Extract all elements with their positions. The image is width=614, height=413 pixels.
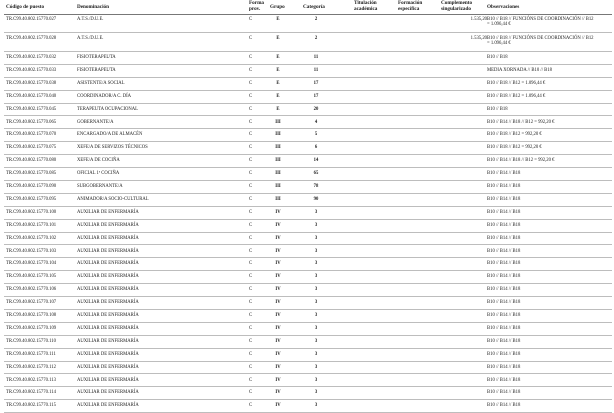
cell-observaciones	[487, 261, 520, 266]
observaciones-line: B10 // B18	[487, 55, 508, 60]
cell-denominacion: AUXILIAR DE ENFERMARÍA	[77, 313, 139, 318]
cell-codigo: TR.C99.40.802.15770.045	[6, 106, 57, 112]
observaciones-line: B10 // B14 // B18	[487, 261, 521, 267]
observaciones-line: B10 // B14 // B18	[487, 184, 521, 189]
cell-observaciones	[487, 236, 520, 241]
cell-observaciones	[487, 352, 520, 357]
cell-forma-prov: C	[249, 67, 253, 73]
table-row	[0, 336, 614, 349]
cell-grupo: IV	[275, 261, 281, 267]
cell-forma-prov: C	[249, 325, 253, 331]
header-categoria: Categoría	[303, 3, 325, 10]
cell-codigo: TR.C99.40.802.15770.101	[6, 222, 57, 228]
cell-forma-prov: C	[249, 17, 253, 22]
cell-denominacion: FISIOTERAPEUTA	[77, 55, 116, 60]
header-observaciones: Observaciones	[487, 3, 520, 10]
cell-categoria: 3	[314, 325, 318, 331]
cell-forma-prov: C	[249, 222, 253, 228]
observaciones-line: B10 // B14 // B18	[487, 248, 521, 254]
cell-categoria: 3	[314, 274, 318, 280]
header-complemento-line2: singularizado	[441, 5, 471, 12]
cell-observaciones	[487, 36, 594, 46]
cell-codigo: TR.C99.40.802.15770.028	[6, 36, 57, 41]
header-titulacion	[354, 1, 377, 12]
cell-forma-prov: C	[249, 300, 253, 306]
cell-denominacion: AUXILIAR DE ENFERMARÍA	[77, 261, 139, 267]
cell-grupo: III	[275, 184, 281, 189]
cell-categoria: 90	[313, 196, 319, 202]
cell-grupo: III	[275, 145, 281, 151]
observaciones-line: = 1.096,44 €	[487, 22, 511, 27]
observaciones-line: B10 // B18	[487, 106, 508, 112]
cell-categoria: 4	[314, 119, 318, 125]
table-row	[0, 220, 614, 233]
cell-codigo: TR.C99.40.802.15770.090	[6, 184, 57, 189]
cell-grupo: III	[275, 171, 281, 177]
cell-categoria: 5	[314, 132, 318, 138]
cell-categoria: 6	[314, 145, 318, 151]
header-formacion-line2: específica	[398, 5, 420, 12]
header-formacion	[398, 1, 422, 12]
observaciones-line: B10 // B14 // B18	[487, 338, 521, 344]
cell-grupo: E	[276, 80, 280, 86]
cell-grupo: IV	[275, 300, 281, 306]
cell-observaciones	[487, 223, 520, 228]
cell-categoria: 3	[314, 287, 318, 293]
cell-codigo: TR.C99.40.802.15770.075	[6, 145, 57, 151]
cell-denominacion: AUXILIAR DE ENFERMARÍA	[77, 274, 139, 280]
cell-grupo: IV	[275, 287, 281, 293]
cell-forma-prov: C	[249, 184, 253, 189]
cell-grupo: IV	[275, 235, 281, 241]
cell-codigo: TR.C99.40.802.15770.065	[6, 119, 57, 125]
cell-forma-prov: C	[249, 119, 253, 125]
cell-grupo: E	[276, 67, 280, 73]
cell-denominacion: FISIOTERAPEUTA	[77, 67, 116, 73]
observaciones-line: B10 // B18 // FUNCIÓNS DE COORDINACIÓN // B12	[487, 36, 594, 41]
table-row	[0, 400, 614, 413]
cell-grupo: E	[276, 55, 280, 60]
cell-forma-prov: C	[249, 390, 253, 396]
cell-forma-prov: C	[249, 171, 253, 177]
observaciones-line: B10 // B18 // FUNCIÓNS DE COORDINACIÓN // B12	[487, 17, 594, 22]
table-row	[0, 142, 614, 155]
table-row	[0, 297, 614, 310]
observaciones-line: = 1.096,44 €	[487, 41, 511, 46]
cell-categoria: 65	[313, 171, 319, 177]
cell-categoria: 2	[314, 17, 318, 22]
observaciones-line: B10 // B14 // B18	[487, 325, 521, 331]
cell-grupo: IV	[275, 248, 281, 254]
cell-observaciones	[487, 274, 520, 279]
cell-forma-prov: C	[249, 351, 253, 357]
observaciones-line: B10 // B14 // B18	[487, 171, 521, 177]
cell-observaciones	[487, 287, 520, 292]
cell-codigo: TR.C99.40.802.15770.110	[6, 338, 56, 344]
cell-codigo: TR.C99.40.802.15770.115	[6, 403, 56, 409]
header-grupo: Grupo	[270, 3, 285, 10]
cell-categoria: 3	[314, 248, 318, 254]
cell-codigo: TR.C99.40.802.15770.106	[6, 287, 57, 293]
cell-denominacion: AUXILIAR DE ENFERMARÍA	[77, 248, 139, 254]
cell-forma-prov: C	[249, 248, 253, 254]
table-row	[0, 349, 614, 362]
cell-denominacion: COORDINADOR/A C. DÍA	[77, 93, 132, 99]
header-titulacion-line2: académica	[354, 5, 378, 12]
table-row	[0, 181, 614, 194]
cell-forma-prov: C	[249, 80, 253, 86]
cell-forma-prov: C	[249, 235, 253, 241]
cell-grupo: IV	[275, 325, 281, 331]
cell-forma-prov: C	[249, 287, 253, 293]
observaciones-line: B10 // B14 // B18	[487, 377, 521, 383]
cell-observaciones	[487, 300, 520, 305]
cell-codigo: TR.C99.40.802.15770.104	[6, 261, 57, 267]
cell-codigo: TR.C99.40.802.15770.070	[6, 132, 57, 138]
cell-forma-prov: C	[249, 132, 253, 138]
cell-forma-prov: C	[249, 338, 253, 344]
observaciones-line: B10 // B18 // B12 = 1.096,44 €	[487, 80, 546, 86]
header-titulacion-line1: Titulación	[354, 0, 377, 6]
cell-complemento: 1.535,20	[470, 36, 487, 41]
cell-grupo: E	[276, 17, 280, 22]
observaciones-line: B10 // B18 // B12 = 992,20 €	[487, 145, 542, 151]
cell-grupo: IV	[275, 377, 281, 383]
cell-grupo: IV	[275, 390, 281, 396]
cell-forma-prov: C	[249, 196, 253, 202]
cell-grupo: III	[275, 158, 281, 164]
table-row	[0, 155, 614, 168]
observaciones-line: B10 // B14 // B18	[487, 403, 521, 409]
observaciones-line: B10 // B14 // B18	[487, 300, 521, 306]
observaciones-line: B10 // B14 // B18	[487, 313, 521, 318]
table-row	[0, 52, 614, 65]
cell-denominacion: AUXILIAR DE ENFERMARÍA	[77, 390, 139, 396]
cell-codigo: TR.C99.40.802.15770.033	[6, 67, 57, 73]
cell-categoria: 3	[314, 338, 318, 344]
cell-codigo: TR.C99.40.802.15770.040	[6, 93, 57, 99]
cell-grupo: E	[276, 93, 280, 99]
cell-codigo: TR.C99.40.802.15770.095	[6, 196, 57, 202]
header-forma-prov-line2: prov.	[249, 5, 261, 12]
cell-codigo: TR.C99.40.802.15770.032	[6, 55, 57, 60]
cell-categoria: 11	[313, 67, 319, 73]
table-row	[0, 375, 614, 388]
cell-forma-prov: C	[249, 209, 253, 215]
cell-observaciones	[487, 132, 542, 137]
cell-observaciones	[487, 81, 545, 86]
header-denominacion: Denominación	[77, 3, 109, 10]
cell-categoria: 3	[314, 209, 318, 215]
cell-denominacion: GOBERNANTE/A	[77, 119, 114, 125]
cell-forma-prov: C	[249, 313, 253, 318]
cell-codigo: TR.C99.40.802.15770.085	[6, 171, 57, 177]
cell-forma-prov: C	[249, 106, 253, 112]
cell-grupo: E	[276, 106, 280, 112]
cell-categoria: 3	[314, 364, 318, 370]
cell-observaciones	[487, 107, 508, 112]
cell-denominacion: AUXILIAR DE ENFERMARÍA	[77, 287, 139, 293]
header-complemento	[441, 1, 472, 12]
cell-observaciones	[487, 120, 555, 125]
cell-forma-prov: C	[249, 364, 253, 370]
observaciones-line: B10 // B18 // B12 = 1.096,44 €	[487, 93, 546, 99]
cell-forma-prov: C	[249, 55, 253, 60]
header-codigo: Código de puesto	[6, 3, 45, 10]
cell-grupo: IV	[275, 364, 281, 370]
cell-observaciones	[487, 249, 520, 254]
table-row	[0, 310, 614, 323]
table-row	[0, 233, 614, 246]
cell-denominacion: AUXILIAR DE ENFERMARÍA	[77, 364, 139, 370]
cell-observaciones	[487, 326, 520, 331]
cell-forma-prov: C	[249, 377, 253, 383]
cell-denominacion: OFICIAL 1ª COCIÑA	[77, 171, 120, 177]
cell-codigo: TR.C99.40.802.15770.027	[6, 17, 57, 22]
cell-grupo: IV	[275, 313, 281, 318]
observaciones-line: B10 // B14 // B18	[487, 287, 521, 293]
cell-denominacion: AUXILIAR DE ENFERMARÍA	[77, 222, 139, 228]
table-row	[0, 129, 614, 142]
cell-grupo: E	[276, 36, 280, 41]
header-forma-prov-line1: Forma	[249, 0, 264, 6]
header-forma-prov	[249, 1, 264, 12]
cell-forma-prov: C	[249, 36, 253, 41]
cell-denominacion: AUXILIAR DE ENFERMARÍA	[77, 235, 139, 241]
observaciones-line: B10 // B14 // B18	[487, 235, 521, 241]
cell-observaciones	[487, 365, 520, 370]
cell-codigo: TR.C99.40.802.15770.105	[6, 274, 57, 280]
cell-codigo: TR.C99.40.802.15770.080	[6, 158, 57, 164]
cell-denominacion: AUXILIAR DE ENFERMARÍA	[77, 338, 139, 344]
cell-forma-prov: C	[249, 261, 253, 267]
cell-observaciones	[487, 313, 520, 318]
cell-observaciones	[487, 403, 520, 408]
observaciones-line: B10 // B18 // B12 = 992,20 €	[487, 132, 542, 138]
table-row	[0, 14, 614, 33]
cell-denominacion: XEFE/A DE COCIÑA	[77, 158, 120, 164]
table-header	[0, 0, 614, 14]
cell-observaciones	[487, 378, 520, 383]
cell-categoria: 17	[313, 80, 319, 86]
table-row	[0, 91, 614, 104]
observaciones-line: B10 // B14 // B18 // B12 = 992,20 €	[487, 158, 555, 164]
cell-categoria: 3	[314, 313, 318, 318]
cell-categoria: 3	[314, 235, 318, 241]
cell-denominacion: AUXILIAR DE ENFERMARÍA	[77, 325, 139, 331]
cell-forma-prov: C	[249, 158, 253, 164]
cell-denominacion: ANIMADOR/A SOCIO-CULTURAL	[77, 196, 149, 202]
cell-denominacion: AUXILIAR DE ENFERMARÍA	[77, 403, 139, 409]
table-row	[0, 258, 614, 271]
observaciones-line: B10 // B14 // B18	[487, 351, 521, 357]
cell-grupo: IV	[275, 209, 281, 215]
cell-complemento: 1.535,20	[470, 17, 487, 22]
observaciones-line: B10 // B14 // B18	[487, 209, 521, 215]
cell-codigo: TR.C99.40.802.15770.038	[6, 80, 57, 86]
cell-denominacion: AUXILIAR DE ENFERMARÍA	[77, 300, 139, 306]
cell-forma-prov: C	[249, 403, 253, 409]
cell-grupo: III	[275, 196, 281, 202]
cell-denominacion: AUXILIAR DE ENFERMARÍA	[77, 209, 139, 215]
table-row	[0, 78, 614, 91]
cell-observaciones	[487, 184, 520, 189]
table-row	[0, 284, 614, 297]
cell-observaciones	[487, 197, 520, 202]
observaciones-line: B10 // B14 // B18 // B12 = 992,20 €	[487, 119, 555, 125]
cell-denominacion: TERAPEUTA OCUPACIONAL	[77, 106, 139, 112]
cell-observaciones	[487, 390, 520, 395]
cell-codigo: TR.C99.40.802.15770.107	[6, 300, 57, 306]
cell-categoria: 3	[314, 261, 318, 267]
header-formacion-line1: Formación	[398, 0, 423, 6]
table-row	[0, 168, 614, 181]
cell-grupo: III	[275, 132, 281, 138]
table-row	[0, 246, 614, 259]
table-row	[0, 387, 614, 400]
table-row	[0, 194, 614, 207]
table-row	[0, 33, 614, 52]
table-row	[0, 323, 614, 336]
cell-denominacion: A.T.S./D.U.E.	[77, 17, 104, 22]
table-row	[0, 65, 614, 78]
cell-denominacion: AUXILIAR DE ENFERMARÍA	[77, 351, 139, 357]
table-row	[0, 271, 614, 284]
cell-categoria: 3	[314, 377, 318, 383]
table-row	[0, 104, 614, 117]
cell-denominacion: XEFE/A DE SERVIZOS TÉCNICOS	[77, 145, 148, 151]
cell-forma-prov: C	[249, 274, 253, 280]
cell-observaciones	[487, 210, 520, 215]
cell-categoria: 17	[313, 93, 319, 99]
cell-categoria: 2	[314, 36, 318, 41]
cell-grupo: IV	[275, 222, 281, 228]
cell-observaciones	[487, 55, 508, 60]
cell-observaciones	[487, 339, 520, 344]
cell-codigo: TR.C99.40.802.15770.100	[6, 209, 57, 215]
cell-codigo: TR.C99.40.802.15770.112	[6, 364, 56, 370]
cell-denominacion: ENCARGADO/A DE ALMACÉN	[77, 132, 143, 138]
cell-categoria: 3	[314, 351, 318, 357]
cell-codigo: TR.C99.40.802.15770.108	[6, 313, 57, 318]
cell-grupo: IV	[275, 351, 281, 357]
table-row	[0, 207, 614, 220]
cell-grupo: IV	[275, 403, 281, 409]
cell-observaciones	[487, 158, 555, 163]
cell-categoria: 11	[313, 55, 319, 60]
cell-codigo: TR.C99.40.802.15770.103	[6, 248, 57, 254]
cell-denominacion: ASISTENTE/A SOCIAL	[77, 80, 125, 86]
cell-categoria: 78	[313, 184, 319, 189]
table-row	[0, 117, 614, 130]
cell-observaciones	[487, 94, 545, 99]
header-complemento-line1: Complemento	[441, 0, 473, 6]
cell-categoria: 14	[313, 158, 319, 164]
observaciones-line: B10 // B14 // B18	[487, 196, 521, 202]
observaciones-line: B10 // B14 // B18	[487, 390, 521, 396]
observaciones-line: B10 // B14 // B18	[487, 274, 521, 280]
cell-grupo: IV	[275, 274, 281, 280]
cell-codigo: TR.C99.40.802.15770.102	[6, 235, 57, 241]
cell-categoria: 20	[313, 106, 319, 112]
cell-forma-prov: C	[249, 93, 253, 99]
cell-denominacion: SUBGOBERNANTE/A	[77, 184, 123, 189]
cell-observaciones	[487, 171, 520, 176]
cell-codigo: TR.C99.40.802.15770.113	[6, 377, 56, 383]
cell-denominacion: A.T.S./D.U.E.	[77, 36, 104, 41]
cell-categoria: 3	[314, 390, 318, 396]
cell-observaciones	[487, 68, 552, 73]
cell-denominacion: AUXILIAR DE ENFERMARÍA	[77, 377, 139, 383]
cell-observaciones	[487, 17, 594, 27]
cell-codigo: TR.C99.40.802.15770.109	[6, 325, 57, 331]
cell-codigo: TR.C99.40.802.15770.111	[6, 351, 56, 357]
cell-grupo: III	[275, 119, 281, 125]
cell-grupo: IV	[275, 338, 281, 344]
observaciones-line: B10 // B14 // B18	[487, 364, 521, 370]
cell-categoria: 3	[314, 403, 318, 409]
cell-categoria: 3	[314, 222, 318, 228]
observaciones-line: B10 // B14 // B18	[487, 222, 521, 228]
cell-forma-prov: C	[249, 145, 253, 151]
cell-codigo: TR.C99.40.802.15770.114	[6, 390, 56, 396]
table-row	[0, 362, 614, 375]
observaciones-line: MEDIA XORNADA // B10 // B18	[487, 67, 552, 73]
cell-observaciones	[487, 145, 542, 150]
cell-categoria: 3	[314, 300, 318, 306]
